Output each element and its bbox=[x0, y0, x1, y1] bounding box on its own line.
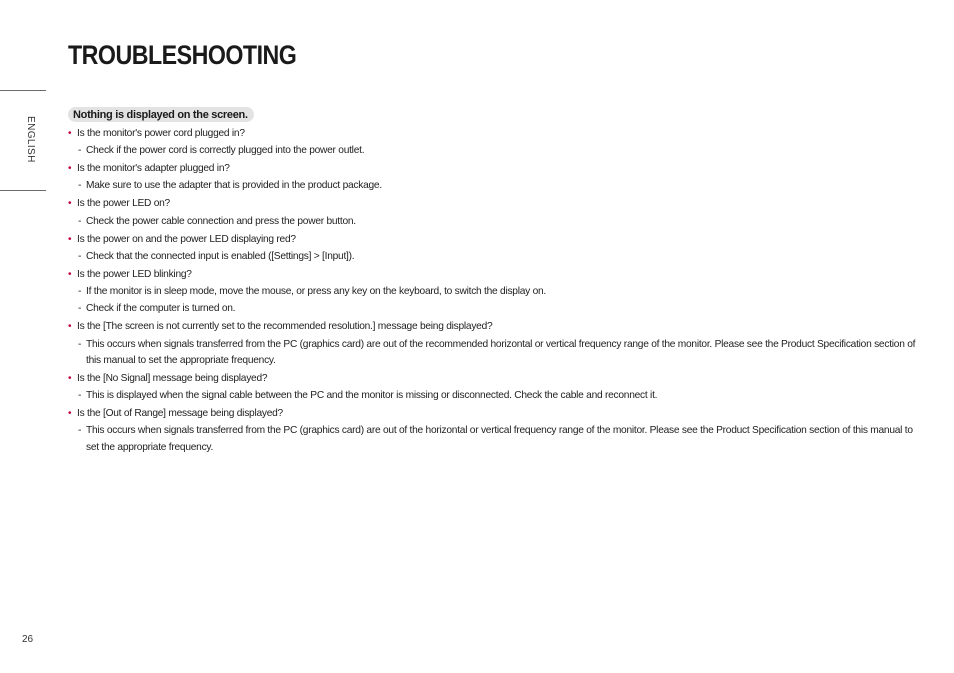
dash-icon: - bbox=[78, 285, 82, 297]
bullet-icon: • bbox=[68, 163, 72, 175]
faq-question bbox=[68, 160, 928, 178]
faq-answer bbox=[68, 283, 928, 301]
faq-answer bbox=[68, 423, 928, 457]
answer-text: Check if the power cord is correctly plugged into the power outlet. bbox=[86, 145, 365, 157]
bullet-icon: • bbox=[68, 233, 72, 245]
faq-question bbox=[68, 370, 928, 388]
answer-list bbox=[68, 213, 928, 231]
answer-list bbox=[68, 143, 928, 161]
faq-item bbox=[68, 195, 928, 230]
dash-icon: - bbox=[78, 303, 82, 315]
troubleshooting-section bbox=[68, 105, 928, 457]
bullet-icon: • bbox=[68, 321, 72, 333]
dash-icon: - bbox=[78, 215, 82, 227]
section-heading: Nothing is displayed on the screen. bbox=[68, 107, 254, 122]
bullet-icon: • bbox=[68, 268, 72, 280]
dash-icon: - bbox=[78, 145, 82, 157]
answer-text: Make sure to use the adapter that is provided in the product package. bbox=[86, 180, 382, 192]
faq-item bbox=[68, 318, 928, 369]
answer-list bbox=[68, 423, 928, 457]
faq-question bbox=[68, 266, 928, 284]
answer-text: If the monitor is in sleep mode, move the mouse, or press any key on the keyboard, to switch the display on. bbox=[86, 285, 546, 297]
question-text: Is the [No Signal] message being displayed? bbox=[77, 372, 268, 384]
dash-icon: - bbox=[78, 390, 82, 402]
faq-item bbox=[68, 160, 928, 195]
faq-question bbox=[68, 125, 928, 143]
answer-text: Check that the connected input is enabled ([Settings] > [Input]). bbox=[86, 250, 355, 262]
question-text: Is the [Out of Range] message being displayed? bbox=[77, 408, 283, 420]
faq-answer bbox=[68, 178, 928, 196]
faq-question bbox=[68, 195, 928, 213]
faq-list bbox=[68, 125, 928, 457]
question-text: Is the monitor's power cord plugged in? bbox=[77, 128, 245, 139]
faq-answer bbox=[68, 301, 928, 319]
faq-answer bbox=[68, 213, 928, 231]
faq-answer bbox=[68, 143, 928, 161]
bullet-icon: • bbox=[68, 128, 72, 139]
answer-list bbox=[68, 248, 928, 266]
answer-list bbox=[68, 388, 928, 406]
answer-list bbox=[68, 283, 928, 318]
page-number: 26 bbox=[22, 634, 34, 645]
answer-text: Check if the computer is turned on. bbox=[86, 303, 236, 315]
faq-item bbox=[68, 405, 928, 456]
answer-list bbox=[68, 178, 928, 196]
question-text: Is the power LED blinking? bbox=[77, 268, 192, 280]
faq-item bbox=[68, 125, 928, 160]
dash-icon: - bbox=[78, 250, 82, 262]
bullet-icon: • bbox=[68, 198, 72, 210]
answer-text: This occurs when signals transferred from the PC (graphics card) are out of the recommended horizontal or vertical frequency range of the monitor. Please see the Product Specification section of this manual to set the appropriate frequency. bbox=[86, 338, 916, 366]
question-text: Is the [The screen is not currently set to the recommended resolution.] message being displayed? bbox=[77, 321, 493, 333]
faq-question bbox=[68, 405, 928, 423]
answer-text: This occurs when signals transferred from the PC (graphics card) are out of the horizontal or vertical frequency range of the monitor. Please see the Product Specification section of this manual to set the appropriate frequency. bbox=[86, 425, 913, 453]
side-rule-bottom bbox=[0, 190, 46, 191]
answer-list bbox=[68, 336, 928, 370]
answer-text: This is displayed when the signal cable between the PC and the monitor is missing or disconnected. Check the cable and reconnect it. bbox=[86, 390, 658, 402]
dash-icon: - bbox=[78, 338, 82, 350]
question-text: Is the power on and the power LED displaying red? bbox=[77, 233, 296, 245]
language-tab: ENGLISH bbox=[25, 116, 36, 163]
dash-icon: - bbox=[78, 180, 82, 192]
faq-answer bbox=[68, 388, 928, 406]
faq-item bbox=[68, 231, 928, 266]
faq-answer bbox=[68, 248, 928, 266]
page-title: TROUBLESHOOTING bbox=[68, 40, 297, 70]
bullet-icon: • bbox=[68, 408, 72, 420]
bullet-icon: • bbox=[68, 372, 72, 384]
faq-question bbox=[68, 318, 928, 336]
answer-text: Check the power cable connection and press the power button. bbox=[86, 215, 356, 227]
side-rule-top bbox=[0, 90, 46, 91]
faq-question bbox=[68, 231, 928, 249]
question-text: Is the power LED on? bbox=[77, 198, 170, 210]
question-text: Is the monitor's adapter plugged in? bbox=[77, 163, 230, 175]
faq-answer bbox=[68, 336, 928, 370]
faq-item bbox=[68, 370, 928, 405]
faq-item bbox=[68, 266, 928, 319]
dash-icon: - bbox=[78, 425, 82, 437]
